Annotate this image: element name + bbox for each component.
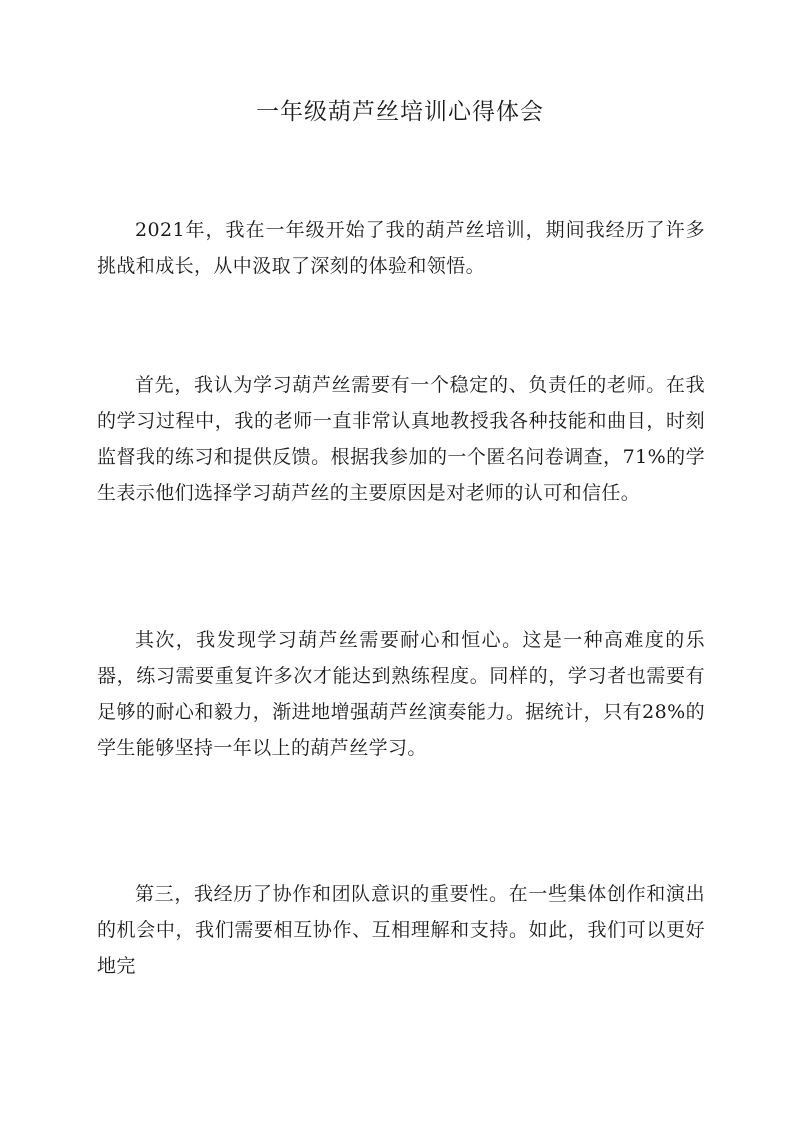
paragraph-teamwork: 第三，我经历了协作和团队意识的重要性。在一些集体创作和演出的机会中，我们需要相互协作、互相理解和支持。如此，我们可以更好地完 <box>97 883 705 977</box>
paragraph-teacher: 首先，我认为学习葫芦丝需要有一个稳定的、负责任的老师。在我的学习过程中，我的老师一直非常认真地教授我各种技能和曲目，时刻监督我的练习和提供反馈。根据我参加的一个匿名问卷调查，71%的学生表示他们选择学习葫芦丝的主要原因是对老师的认可和信任。 <box>97 374 705 504</box>
document-title: 一年级葫芦丝培训心得体会 <box>256 99 544 125</box>
paragraph-patience: 其次，我发现学习葫芦丝需要耐心和恒心。这是一种高难度的乐器，练习需要重复许多次才能达到熟练程度。同样的，学习者也需要有足够的耐心和毅力，渐进地增强葫芦丝演奏能力。据统计，只有28%的学生能够坚持一年以上的葫芦丝学习。 <box>97 629 705 759</box>
paragraph-intro: 2021年，我在一年级开始了我的葫芦丝培训，期间我经历了许多挑战和成长，从中汲取了深刻的体验和领悟。 <box>97 219 705 277</box>
